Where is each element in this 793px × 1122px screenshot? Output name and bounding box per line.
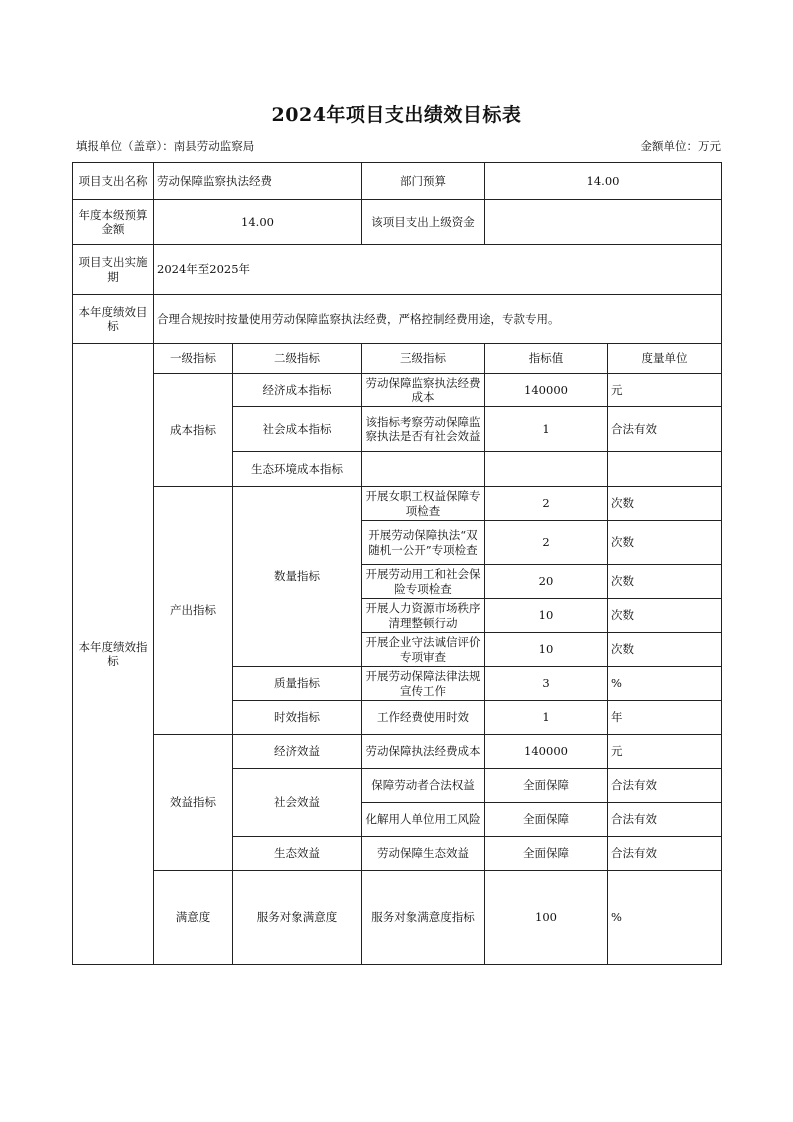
value-cell: 140000 — [485, 735, 608, 769]
unit-cell — [608, 452, 722, 487]
satisfaction-label: 满意度 — [154, 871, 233, 965]
level3-cell: 保障劳动者合法权益 — [362, 769, 485, 803]
unit-cell: 次数 — [608, 565, 722, 599]
project-name-label: 项目支出名称 — [73, 163, 154, 200]
unit-cell: % — [608, 667, 722, 701]
amount-unit: 金额单位：万元 — [640, 139, 721, 153]
annual-budget-label: 年度本级预算金额 — [73, 200, 154, 245]
level2-cell: 服务对象满意度 — [233, 871, 362, 965]
col-level1: 一级指标 — [154, 344, 233, 374]
value-cell: 全面保障 — [485, 769, 608, 803]
level3-cell: 劳动保障生态效益 — [362, 837, 485, 871]
period-label: 项目支出实施期 — [73, 245, 154, 295]
value-cell: 10 — [485, 633, 608, 667]
level3-cell: 开展劳动保障执法“双随机一公开”专项检查 — [362, 521, 485, 565]
level3-cell: 开展女职工权益保障专项检查 — [362, 487, 485, 521]
col-unit: 度量单位 — [608, 344, 722, 374]
table-row — [73, 487, 722, 521]
unit-cell: 合法有效 — [608, 837, 722, 871]
level3-cell: 劳动保障监察执法经费成本 — [362, 374, 485, 407]
value-cell: 10 — [485, 599, 608, 633]
output-label: 产出指标 — [154, 487, 233, 735]
economic-benefit-label: 经济效益 — [233, 735, 362, 769]
table-row — [73, 871, 722, 965]
table-row — [73, 374, 722, 407]
unit-cell: 次数 — [608, 521, 722, 565]
project-name: 劳动保障监察执法经费 — [154, 163, 362, 200]
level3-cell: 开展企业守法诚信评价专项审查 — [362, 633, 485, 667]
quality-label: 质量指标 — [233, 667, 362, 701]
value-cell: 2 — [485, 487, 608, 521]
benefit-label: 效益指标 — [154, 735, 233, 871]
unit-cell: 元 — [608, 374, 722, 407]
performance-table — [72, 162, 722, 965]
dept-budget: 14.00 — [485, 163, 722, 200]
social-benefit-label: 社会效益 — [233, 769, 362, 837]
indicators-section-label: 本年度绩效指标 — [73, 344, 154, 965]
col-level3: 三级指标 — [362, 344, 485, 374]
level3-cell: 劳动保障执法经费成本 — [362, 735, 485, 769]
level3-cell: 化解用人单位用工风险 — [362, 803, 485, 837]
timeliness-label: 时效指标 — [233, 701, 362, 735]
col-value: 指标值 — [485, 344, 608, 374]
dept-budget-label: 部门预算 — [362, 163, 485, 200]
value-cell: 全面保障 — [485, 803, 608, 837]
value-cell: 1 — [485, 701, 608, 735]
annual-budget: 14.00 — [154, 200, 362, 245]
level3-cell: 开展劳动保障法律法规宣传工作 — [362, 667, 485, 701]
level3-cell: 服务对象满意度指标 — [362, 871, 485, 965]
level2-cell: 社会成本指标 — [233, 407, 362, 452]
value-cell: 20 — [485, 565, 608, 599]
level3-cell: 工作经费使用时效 — [362, 701, 485, 735]
superior-funds — [485, 200, 722, 245]
unit-cell: 合法有效 — [608, 769, 722, 803]
value-cell: 全面保障 — [485, 837, 608, 871]
level2-cell: 经济成本指标 — [233, 374, 362, 407]
unit-cell: 合法有效 — [608, 803, 722, 837]
level3-cell: 开展劳动用工和社会保险专项检查 — [362, 565, 485, 599]
cost-label: 成本指标 — [154, 374, 233, 487]
goal: 合理合规按时按量使用劳动保障监察执法经费，严格控制经费用途，专款专用。 — [154, 295, 722, 344]
unit-cell: % — [608, 871, 722, 965]
value-cell: 2 — [485, 521, 608, 565]
quantity-label: 数量指标 — [233, 487, 362, 667]
fill-unit: 填报单位（盖章）：南县劳动监察局 — [76, 139, 255, 153]
value-cell: 140000 — [485, 374, 608, 407]
level3-cell: 开展人力资源市场秩序清理整顿行动 — [362, 599, 485, 633]
table-row — [73, 735, 722, 769]
unit-cell: 年 — [608, 701, 722, 735]
goal-label: 本年度绩效目标 — [73, 295, 154, 344]
level3-cell — [362, 452, 485, 487]
superior-funds-label: 该项目支出上级资金 — [362, 200, 485, 245]
unit-cell: 合法有效 — [608, 407, 722, 452]
unit-cell: 次数 — [608, 487, 722, 521]
value-cell — [485, 452, 608, 487]
col-level2: 二级指标 — [233, 344, 362, 374]
unit-cell: 次数 — [608, 599, 722, 633]
unit-cell: 次数 — [608, 633, 722, 667]
ecological-benefit-label: 生态效益 — [233, 837, 362, 871]
level2-cell: 生态环境成本指标 — [233, 452, 362, 487]
level3-cell: 该指标考察劳动保障监察执法是否有社会效益 — [362, 407, 485, 452]
value-cell: 100 — [485, 871, 608, 965]
unit-cell: 元 — [608, 735, 722, 769]
page-title: 2024年项目支出绩效目标表 — [271, 104, 522, 126]
value-cell: 3 — [485, 667, 608, 701]
period: 2024年至2025年 — [154, 245, 722, 295]
value-cell: 1 — [485, 407, 608, 452]
